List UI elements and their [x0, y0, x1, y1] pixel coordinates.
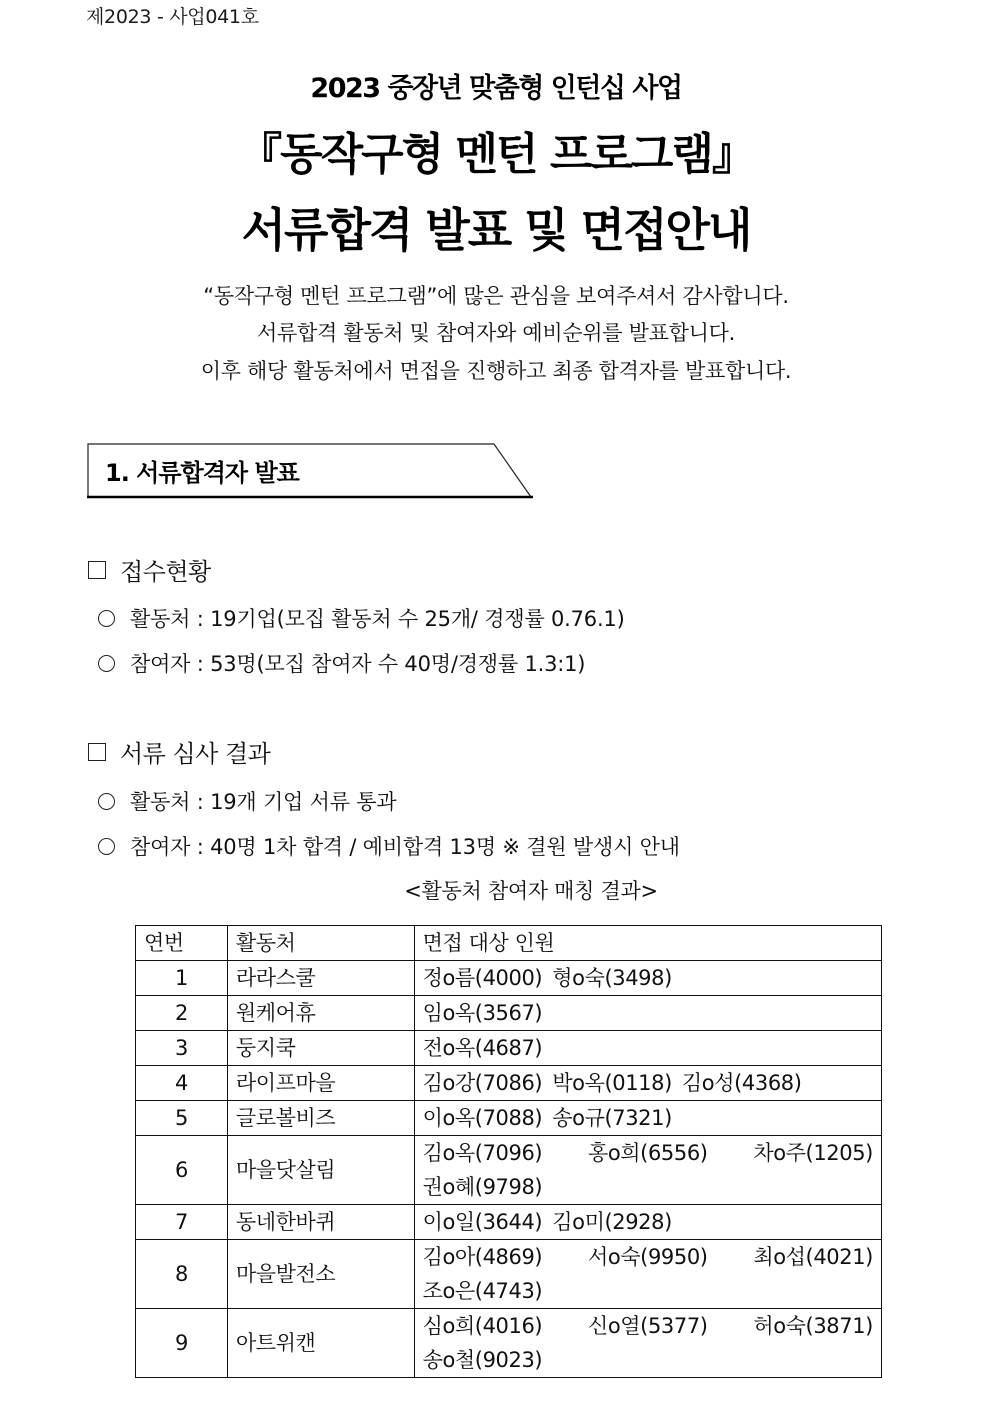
circle-bullet-icon — [98, 610, 115, 627]
row-no: 1 — [136, 961, 228, 996]
row-names — [414, 1031, 881, 1066]
row-no: 9 — [136, 1309, 228, 1378]
review-item-participants — [98, 831, 680, 861]
square-bullet-icon — [88, 561, 106, 579]
square-bullet-icon — [88, 743, 106, 761]
candidate: 김o미(2928) — [552, 1210, 672, 1234]
circle-bullet-icon — [98, 838, 115, 855]
candidate: 김o옥(7096) — [422, 1141, 543, 1165]
row-no: 4 — [136, 1066, 228, 1101]
row-org: 동네한바퀴 — [227, 1205, 414, 1240]
circle-bullet-icon — [98, 655, 115, 672]
row-org: 라라스쿨 — [227, 961, 414, 996]
reception-item-participants-text: 참여자 : 53명(모집 참여자 수 40명/경쟁률 1.3:1) — [130, 652, 586, 676]
header-no: 연번 — [136, 926, 228, 961]
candidate: 김o성(4368) — [681, 1071, 802, 1095]
review-item-org-text: 활동처 : 19개 기업 서류 통과 — [130, 790, 397, 814]
row-org: 마을발전소 — [227, 1240, 414, 1309]
candidate: 이o일(3644) — [422, 1210, 543, 1234]
row-no: 2 — [136, 996, 228, 1031]
candidate: 김o아(4869) — [422, 1245, 543, 1269]
reception-heading — [88, 552, 211, 587]
table-row — [136, 1309, 882, 1378]
candidate: 임o옥(3567) — [422, 1001, 543, 1025]
candidate: 이o옥(7088) — [422, 1106, 543, 1130]
candidate: 형o숙(3498) — [552, 966, 672, 990]
review-item-participants-text: 참여자 : 40명 1차 합격 / 예비합격 13명 ※ 결원 발생시 안내 — [130, 835, 680, 859]
reception-heading-text: 접수현황 — [120, 558, 211, 586]
review-heading — [88, 734, 270, 769]
row-org: 마을닷살림 — [227, 1136, 414, 1205]
intro-line-3: 이후 해당 활동처에서 면접을 진행하고 최종 합격자를 발표합니다. — [200, 359, 792, 383]
candidate: 김o강(7086) — [422, 1071, 543, 1095]
reception-item-participants — [98, 648, 585, 678]
row-no: 7 — [136, 1205, 228, 1240]
table-row — [136, 1136, 882, 1205]
section-header-box — [87, 443, 533, 498]
candidate: 전o옥(4687) — [422, 1036, 543, 1060]
candidate: 홍o희(6556) — [587, 1141, 708, 1165]
candidate: 최o섭(4021) — [753, 1245, 873, 1269]
row-names — [414, 1066, 881, 1101]
candidate: 서o숙(9950) — [587, 1245, 708, 1269]
intro-line-1: “동작구형 멘턴 프로그램”에 많은 관심을 보여주셔서 감사합니다. — [203, 284, 789, 308]
page-title: 서류합격 발표 및 면접안내 — [241, 203, 751, 257]
candidate: 허o숙(3871) — [753, 1314, 873, 1338]
review-heading-text: 서류 심사 결과 — [120, 740, 271, 768]
row-names — [414, 1101, 881, 1136]
row-names — [414, 1309, 881, 1378]
matching-table — [135, 925, 882, 1378]
row-names — [414, 961, 881, 996]
table-caption: <활동처 참여자 매칭 결과> — [404, 879, 658, 903]
candidate: 박o옥(0118) — [552, 1071, 672, 1095]
row-org: 둥지쿡 — [227, 1031, 414, 1066]
candidate: 조o은(4743) — [422, 1279, 543, 1303]
section-title: 1. 서류합격자 발표 — [105, 459, 299, 487]
reception-item-org — [98, 603, 625, 633]
row-names — [414, 996, 881, 1031]
row-names — [414, 1240, 881, 1309]
row-org: 아트위캔 — [227, 1309, 414, 1378]
table-row — [136, 1101, 882, 1136]
circle-bullet-icon — [98, 793, 115, 810]
row-names — [414, 1205, 881, 1240]
table-row — [136, 1240, 882, 1309]
candidate: 송o철(9023) — [422, 1348, 543, 1372]
row-org: 글로볼비즈 — [227, 1101, 414, 1136]
candidate: 신o열(5377) — [587, 1314, 708, 1338]
table-row — [136, 996, 882, 1031]
candidate: 정o름(4000) — [422, 966, 543, 990]
row-no: 5 — [136, 1101, 228, 1136]
row-org: 원케어휴 — [227, 996, 414, 1031]
table-row — [136, 1066, 882, 1101]
row-no: 6 — [136, 1136, 228, 1205]
table-row — [136, 961, 882, 996]
intro-line-2: 서류합격 활동처 및 참여자와 예비순위를 발표합니다. — [257, 321, 735, 345]
candidate: 송o규(7321) — [552, 1106, 672, 1130]
row-org: 라이프마을 — [227, 1066, 414, 1101]
table-row — [136, 1031, 882, 1066]
document-number: 제2023 - 사업041호 — [86, 6, 259, 28]
row-no: 8 — [136, 1240, 228, 1309]
review-item-org — [98, 786, 396, 816]
header-org: 활동처 — [227, 926, 414, 961]
row-names — [414, 1136, 881, 1205]
program-subtitle: 2023 중장년 맞춤형 인턴십 사업 — [310, 73, 682, 104]
row-no: 3 — [136, 1031, 228, 1066]
candidate: 심o희(4016) — [422, 1314, 543, 1338]
program-title: 『동작구형 멘턴 프로그램』 — [238, 129, 754, 180]
candidate: 차o주(1205) — [753, 1141, 873, 1165]
table-row — [136, 1205, 882, 1240]
header-names: 면접 대상 인원 — [414, 926, 881, 961]
reception-item-org-text: 활동처 : 19기업(모집 활동처 수 25개/ 경쟁률 0.76.1) — [130, 607, 625, 631]
candidate: 권o혜(9798) — [422, 1175, 543, 1199]
table-header-row — [136, 926, 882, 961]
